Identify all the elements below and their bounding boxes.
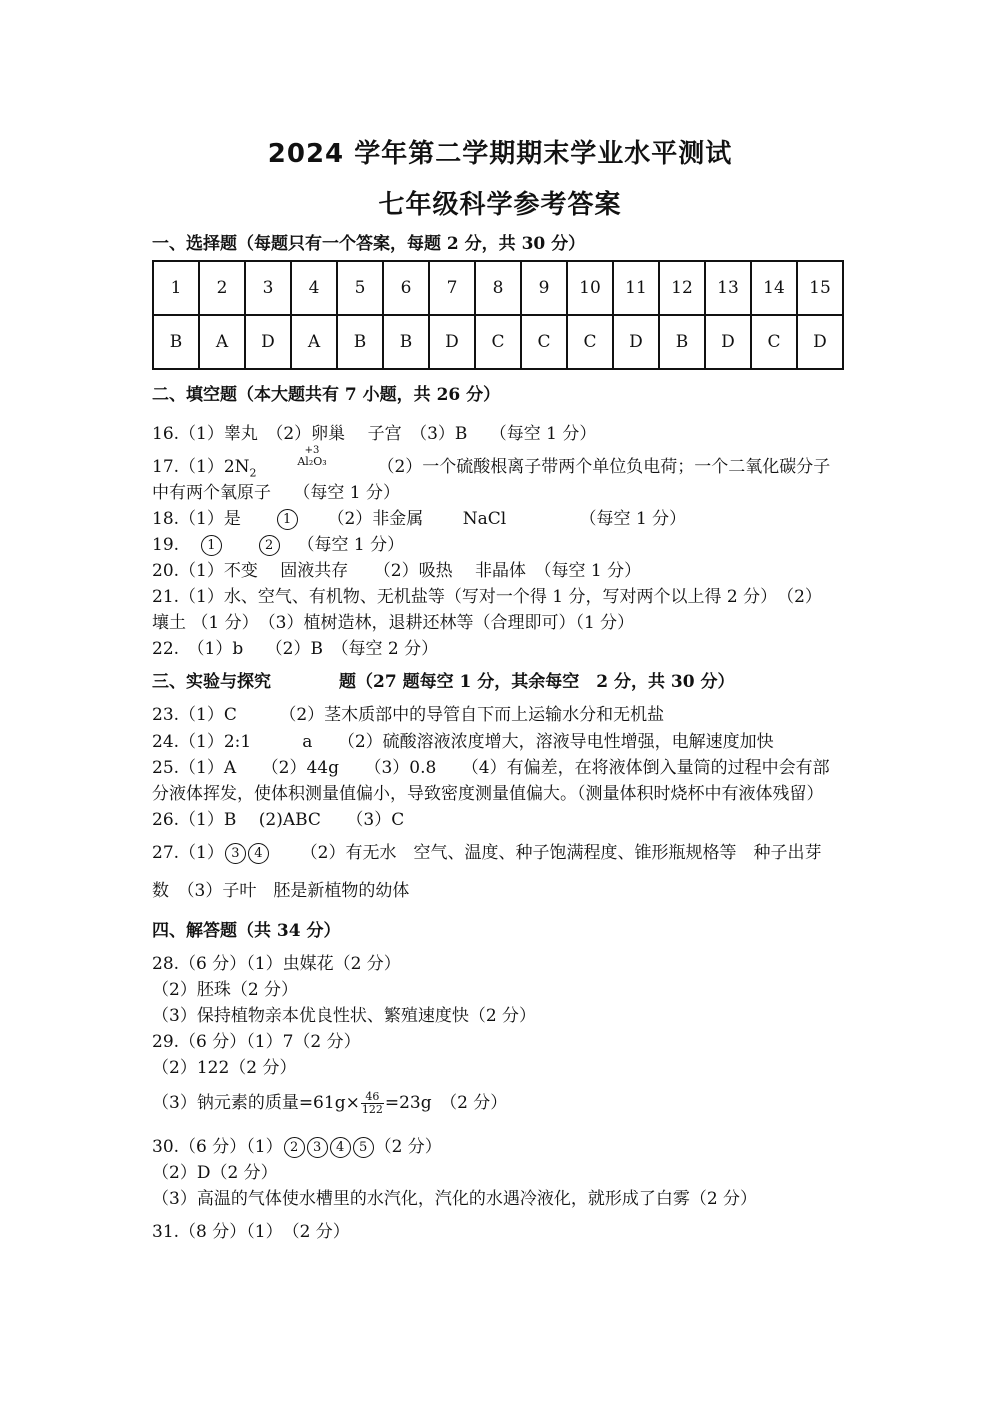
answer-line-31: 31.（8 分）（1） （2 分） [152,1222,350,1242]
answer-cell: C [521,315,567,369]
circled-number: 1 [201,535,222,556]
circled-number: 1 [277,509,298,530]
answer-cell: C [475,315,521,369]
question-number-cell: 9 [521,261,567,315]
q18-part1: 18.（1）是 [152,509,241,529]
question-number-cell: 10 [567,261,613,315]
answer-line-26: 26.（1）B (2)ABC （3）C [152,810,405,830]
q17-subscript: 2 [249,466,257,480]
answer-line-16: 16.（1）睾丸 （2）卵巢 子宫 （3）B （每空 1 分） [152,424,597,444]
answer-line-28-part3: （3）保持植物亲本优良性状、繁殖速度快（2 分） [152,1006,537,1026]
circled-number: 4 [330,1137,351,1158]
question-number-cell: 1 [153,261,199,315]
answer-cell: B [337,315,383,369]
q29-fraction [361,1091,384,1115]
question-number-cell: 15 [797,261,843,315]
question-number-cell: 11 [613,261,659,315]
circled-number: 3 [307,1137,328,1158]
multiple-choice-answer-table [152,260,844,370]
answer-cell: A [291,315,337,369]
q17-chem-formula [297,446,326,467]
answer-cell: B [383,315,429,369]
answer-line-25: 25.（1）A （2）44g （3）0.8 （4）有偏差，在将液体倒入量筒的过程中会有部 [152,758,830,778]
answer-line-22: 22. （1）b （2）B （每空 2 分） [152,639,439,659]
answer-line-25-cont: 分液体挥发，使体积测量值偏小，导致密度测量值偏大。（测量体积时烧杯中有液体残留） [152,784,824,804]
question-number-cell: 6 [383,261,429,315]
question-number-cell: 8 [475,261,521,315]
section-4-heading: 四、解答题（共 34 分） [152,921,341,941]
answer-line-19 [152,530,404,556]
answer-line-20: 20.（1）不变 固液共存 （2）吸热 非晶体 （每空 1 分） [152,561,642,581]
answer-line-28: 28.（6 分）（1）虫媒花（2 分） [152,954,401,974]
answer-line-21: 21.（1）水、空气、有机物、无机盐等（写对一个得 1 分，写对两个以上得 2 分） （2） [152,587,822,607]
answer-line-27-cont: 数 （3）子叶 胚是新植物的幼体 [152,881,410,901]
answer-line-21-cont: 壤土 （1 分） （3）植树造林，退耕还林等（合理即可）（1 分） [152,613,635,633]
answer-cell: D [705,315,751,369]
answer-cell: D [245,315,291,369]
answer-cell: C [567,315,613,369]
question-number-cell: 7 [429,261,475,315]
answer-line-30-part3: （3）高温的气体使水槽里的水汽化，汽化的水遇冷液化，就形成了白雾（2 分） [152,1189,758,1209]
q27-part1: 27.（1） [152,843,224,863]
answer-line-18 [152,504,686,530]
answer-line-28-part2: （2）胚珠（2 分） [152,980,299,1000]
q19-part1: 19. [152,535,180,555]
circled-number: 2 [259,535,280,556]
answer-row [153,315,843,369]
page-title: 2024 学年第二学期期末学业水平测试 [267,139,733,169]
q17-formula-symbol: Al₂O₃ [297,455,327,468]
q29-formula-right: =23g （2 分） [384,1093,508,1113]
circled-number: 4 [248,843,269,864]
section-1-heading: 一、选择题（每题只有一个答案，每题 2 分，共 30 分） [152,234,586,254]
answer-line-23: 23.（1）C （2）茎木质部中的导管自下而上运输水分和无机盐 [152,705,665,725]
circled-number: 3 [225,843,246,864]
answer-cell: B [153,315,199,369]
answer-line-17 [152,445,831,480]
answer-line-29: 29.（6 分）（1）7（2 分） [152,1032,361,1052]
answer-cell: C [751,315,797,369]
q30-part1: 30.（6 分）（1） [152,1137,283,1157]
q30-part2: （2 分） [374,1137,442,1157]
answer-cell: D [429,315,475,369]
question-number-cell: 13 [705,261,751,315]
fraction-denominator: 122 [361,1103,383,1116]
circled-number: 5 [353,1137,374,1158]
page-subtitle: 七年级科学参考答案 [378,190,622,220]
section-2-heading: 二、填空题（本大题共有 7 小题，共 26 分） [152,385,501,405]
question-number-cell: 5 [337,261,383,315]
fraction-numerator: 46 [361,1091,384,1104]
question-number-cell: 14 [751,261,797,315]
answer-line-24: 24.（1）2:1 a （2）硫酸溶液浓度增大，溶液导电性增强，电解速度加快 [152,732,774,752]
q17-part2: （2）一个硫酸根离子带两个单位负电荷；一个二氧化碳分子 [377,457,831,477]
question-number-cell: 2 [199,261,245,315]
q27-part2: （2）有无水 空气、温度、种子饱满程度、锥形瓶规格等 种子出芽 [300,843,822,863]
circled-number: 2 [284,1137,305,1158]
q17-part1: 17.（1）2N [152,457,250,477]
answer-line-29-part3 [152,1088,507,1116]
q18-part2: （2）非金属 NaCl （每空 1 分） [327,509,687,529]
question-number-cell: 12 [659,261,705,315]
answer-line-30-part2: （2）D（2 分） [152,1163,278,1183]
question-number-row [153,261,843,315]
answer-cell: D [613,315,659,369]
answer-line-29-part2: （2）122（2 分） [152,1058,297,1078]
answer-line-30 [152,1132,442,1158]
answer-line-27 [152,838,822,864]
question-number-cell: 4 [291,261,337,315]
answer-cell: A [199,315,245,369]
question-number-cell: 3 [245,261,291,315]
q17-oxidation-state: +3 [304,445,320,456]
q19-part2: （每空 1 分） [297,535,405,555]
answer-cell: B [659,315,705,369]
answer-cell: D [797,315,843,369]
section-3-heading: 三、实验与探究 题（27 题每空 1 分，其余每空 2 分，共 30 分） [152,672,735,692]
q29-formula-left: （3）钠元素的质量=61g× [152,1093,360,1113]
answer-line-17-cont: 中有两个氧原子 （每空 1 分） [152,483,401,503]
